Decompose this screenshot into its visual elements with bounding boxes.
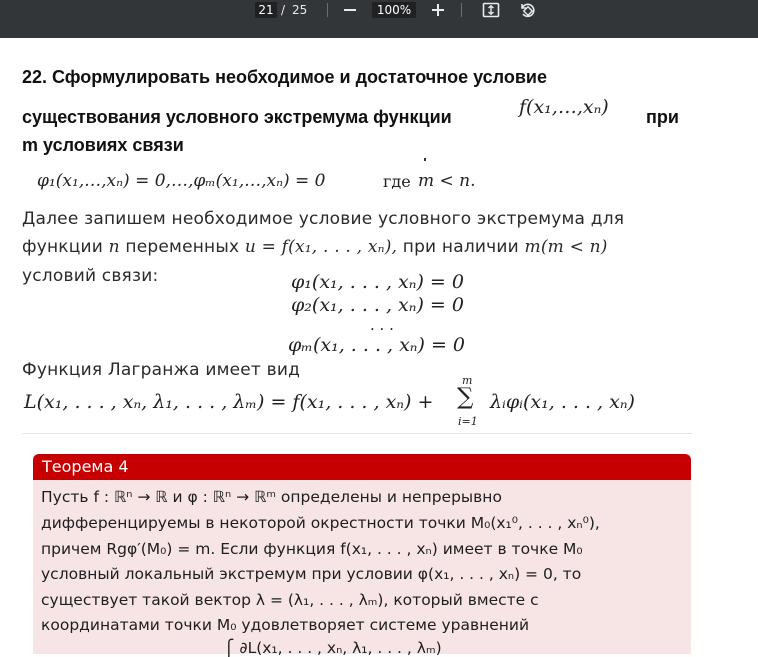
- constraint-where: где: [383, 172, 411, 191]
- system-eq-2: φ₂(x₁, . . . , xₙ) = 0: [291, 294, 464, 316]
- paragraph-line3: условий связи:: [22, 266, 159, 286]
- constraint-formula: φ₁(x₁,…,xₙ) = 0,…,φₘ(x₁,…,xₙ) = 0: [37, 171, 326, 191]
- zoom-out-icon: [343, 3, 357, 17]
- question-heading-pri: при: [646, 107, 679, 127]
- zoom-level-input[interactable]: 100%: [372, 2, 416, 18]
- zoom-in-icon: [431, 3, 445, 17]
- paragraph-line1: Далее запишем необходимое условие условного экстремума для: [22, 209, 625, 229]
- theorem-line: дифференцируемы в некоторой окрестности точки M₀(x₁⁰, . . . , xₙ⁰),: [41, 514, 600, 532]
- fit-to-page-button[interactable]: [480, 0, 502, 20]
- rotate-icon: [518, 1, 536, 19]
- pdf-toolbar: [0, 0, 758, 38]
- lagrange-intro: Функция Лагранжа имеет вид: [22, 360, 301, 380]
- heading-function: f(x₁,…,xₙ): [519, 96, 609, 118]
- question-heading-line1: 22. Сформулировать необходимое и достаточное условие: [22, 67, 548, 87]
- theorem-title: Теорема 4: [42, 457, 129, 476]
- question-heading-line3: m условиях связи: [22, 135, 184, 155]
- lagrange-rhs: λᵢφᵢ(x₁, . . . , xₙ): [490, 391, 635, 413]
- theorem-line: причем Rgφ′(M₀) = m. Если функция f(x₁, . . . , xₙ) имеет в точке M₀: [41, 540, 583, 558]
- theorem-line: условный локальный экстремум при условии φ(x₁, . . . , xₙ) = 0, то: [41, 565, 582, 583]
- text-segment: при наличии: [402, 237, 519, 257]
- theorem-line-partial: ⎧ ∂L(x₁, . . . , xₙ, λ₁, . . . , λₘ): [223, 639, 442, 657]
- math-m-condition: m(m < n): [524, 237, 608, 257]
- toolbar-divider: [327, 3, 328, 17]
- constraint-condition: m < n.: [418, 171, 476, 191]
- system-eq-1: φ₁(x₁, . . . , xₙ) = 0: [291, 271, 464, 293]
- document-page: [0, 38, 758, 657]
- question-heading-line2: существования условного экстремума функции: [22, 107, 452, 127]
- fit-page-icon: [482, 2, 500, 18]
- page-number-input[interactable]: 21: [255, 2, 277, 18]
- rotate-button[interactable]: [516, 0, 538, 20]
- zoom-in-button[interactable]: [427, 0, 449, 20]
- theorem-line: существует такой вектор λ = (λ₁, . . . , λₘ), который вместе с: [41, 591, 539, 609]
- toolbar-divider: [461, 3, 462, 17]
- theorem-line: Пусть f : ℝⁿ → ℝ и φ : ℝⁿ → ℝᵐ определены и непрерывно: [41, 488, 502, 506]
- theorem-block: [33, 454, 691, 657]
- theorem-line: координатами точки M₀ удовлетворяет системе уравнений: [41, 616, 530, 634]
- sum-lower-limit: i=1: [458, 415, 478, 428]
- text-segment: функции: [22, 237, 104, 257]
- zoom-out-button[interactable]: [339, 0, 361, 20]
- page-total: 25: [292, 3, 308, 17]
- lagrange-lhs: L(x₁, . . . , xₙ, λ₁, . . . , λₘ) = f(x₁, . . . , xₙ) +: [24, 391, 434, 413]
- math-u-function: u = f(x₁, . . . , xₙ),: [244, 237, 398, 257]
- system-dots: . . .: [370, 316, 394, 334]
- system-eq-m: φₘ(x₁, . . . , xₙ) = 0: [288, 334, 466, 356]
- text-segment: переменных: [125, 237, 240, 257]
- math-n: n: [108, 237, 120, 257]
- sum-upper-limit: m: [462, 374, 473, 387]
- page-separator: /: [281, 3, 286, 17]
- paragraph-line2: [22, 237, 608, 257]
- theorem-header: [33, 454, 691, 480]
- page-divider: [22, 433, 692, 434]
- sum-symbol: ∑: [457, 384, 474, 410]
- dot-mark: [424, 158, 426, 161]
